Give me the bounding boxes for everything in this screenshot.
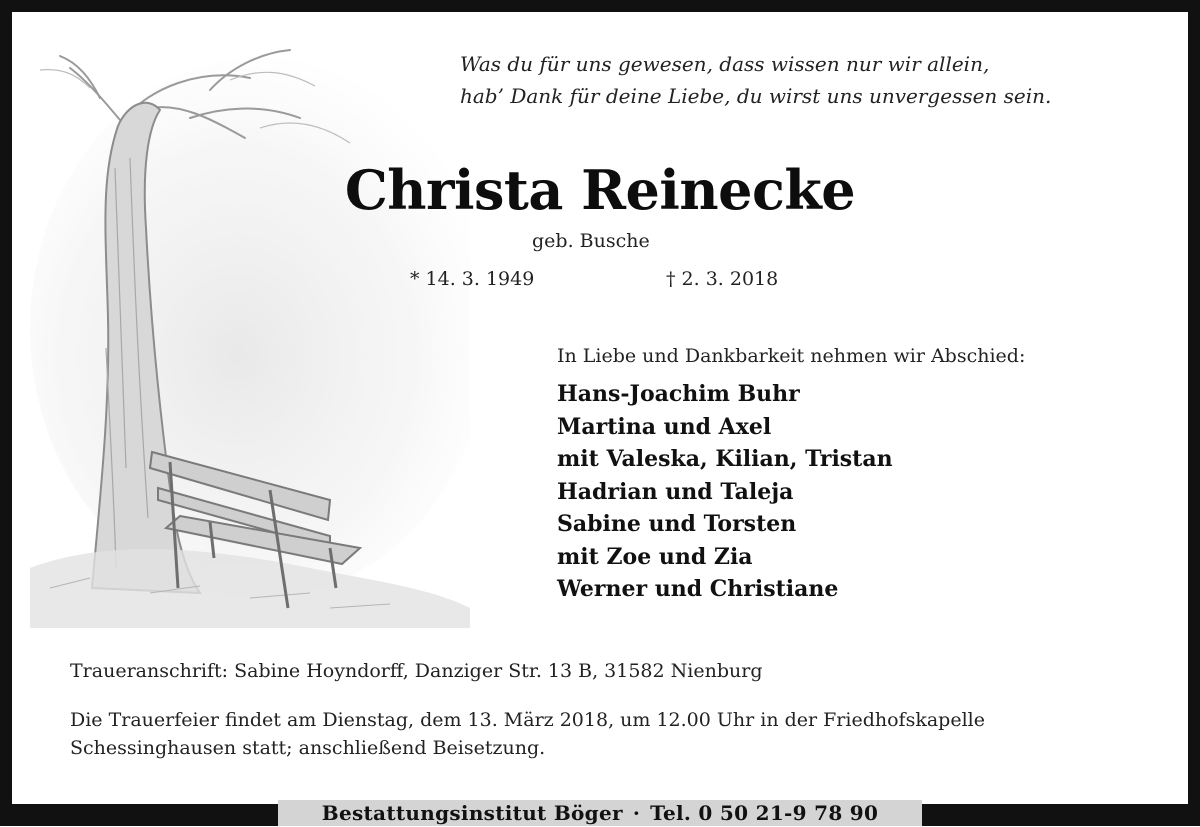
mourners-list — [557, 378, 893, 606]
funeral-home-footer — [278, 800, 922, 826]
mourner-item: Hadrian und Taleja — [557, 478, 794, 505]
mourner-item: mit Zoe und Zia — [557, 543, 753, 570]
mourning-address: Traueranschrift: Sabine Hoyndorff, Danziger Str. 13 B, 31582 Nienburg — [70, 660, 763, 682]
poem-line-1: Was du für uns gewesen, dass wissen nur wir allein, — [460, 52, 990, 76]
mourner-item: Werner und Christiane — [557, 576, 839, 602]
deceased-name: Christa Reinecke — [344, 158, 856, 222]
memorial-poem — [460, 48, 1180, 112]
ceremony-info — [70, 706, 1150, 762]
birth-date: * 14. 3. 1949 — [410, 268, 535, 290]
ceremony-line-2: Schessinghausen statt; anschließend Beisetzung. — [70, 737, 546, 759]
mourner-item: Martina und Axel — [557, 413, 772, 440]
death-date: † 2. 3. 2018 — [666, 268, 779, 290]
mourner-item: Hans-Joachim Buhr — [557, 381, 800, 407]
mourner-item: Sabine und Torsten — [557, 511, 797, 537]
tree-and-bench-sketch-icon — [30, 48, 470, 628]
funeral-home-phone: Tel. 0 50 21-9 78 90 — [650, 801, 879, 825]
footer-separator: · — [632, 801, 641, 825]
farewell-text: In Liebe und Dankbarkeit nehmen wir Abschied: — [557, 345, 1026, 367]
ceremony-line-1: Die Trauerfeier findet am Dienstag, dem 13. März 2018, um 12.00 Uhr in der Friedhofskapelle — [70, 709, 985, 731]
poem-line-2: hab’ Dank für deine Liebe, du wirst uns unvergessen sein. — [460, 84, 1052, 108]
maiden-name: geb. Busche — [532, 230, 650, 252]
mourner-item: mit Valeska, Kilian, Tristan — [557, 446, 893, 472]
funeral-home-name: Bestattungsinstitut Böger — [321, 801, 623, 825]
